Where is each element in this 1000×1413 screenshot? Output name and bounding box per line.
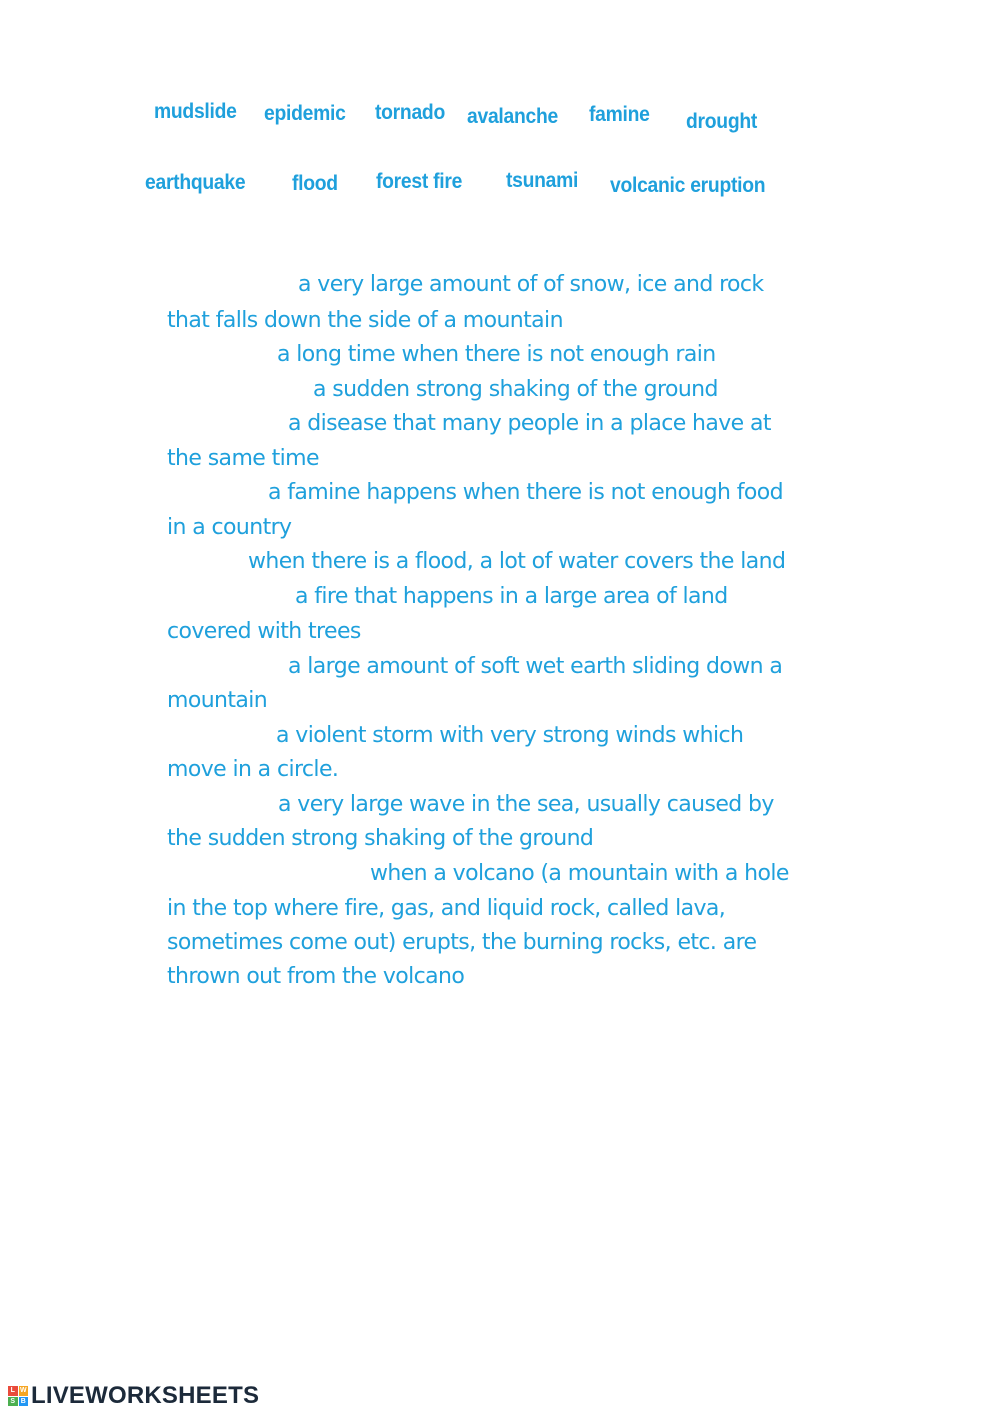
- definition-line: thrown out from the volcano: [167, 964, 465, 989]
- word-mudslide: mudslide: [154, 100, 237, 123]
- word-volcanic-eruption: volcanic eruption: [610, 174, 766, 197]
- word-flood: flood: [292, 172, 338, 195]
- definition-line: a long time when there is not enough rain: [277, 342, 716, 367]
- word-earthquake: earthquake: [145, 171, 246, 194]
- definition-line: in a country: [167, 515, 292, 540]
- word-epidemic: epidemic: [264, 102, 346, 125]
- word-drought: drought: [686, 110, 758, 133]
- word-famine: famine: [589, 103, 650, 126]
- definition-line: the same time: [167, 446, 319, 471]
- definition-line: a large amount of soft wet earth sliding down a: [288, 654, 783, 679]
- logo-letter: W: [19, 1387, 27, 1394]
- brand-name: LIVEWORKSHEETS: [31, 1382, 260, 1409]
- definition-line: a famine happens when there is not enough food: [268, 480, 784, 505]
- definition-line: the sudden strong shaking of the ground: [167, 826, 594, 851]
- definition-line: sometimes come out) erupts, the burning rocks, etc. are: [167, 930, 757, 955]
- logo-letter: L: [8, 1386, 18, 1396]
- logo-letter: S: [8, 1397, 18, 1407]
- word-forest-fire: forest fire: [376, 170, 463, 193]
- word-avalanche: avalanche: [467, 105, 558, 128]
- liveworksheets-logo-icon: [8, 1386, 28, 1406]
- definition-line: a disease that many people in a place have at: [288, 411, 771, 436]
- footer-brand: [8, 1383, 259, 1409]
- definition-line: when there is a flood, a lot of water covers the land: [248, 549, 786, 574]
- word-tsunami: tsunami: [506, 169, 579, 192]
- definition-line: a sudden strong shaking of the ground: [313, 377, 718, 402]
- definition-line: a fire that happens in a large area of land: [295, 584, 728, 609]
- definition-line: mountain: [167, 688, 268, 713]
- definition-line: a violent storm with very strong winds which: [276, 723, 744, 748]
- definition-line: a very large amount of of snow, ice and rock: [298, 272, 764, 297]
- word-tornado: tornado: [375, 101, 445, 124]
- definition-line: when a volcano (a mountain with a hole: [370, 861, 789, 886]
- definition-line: that falls down the side of a mountain: [167, 308, 563, 333]
- definition-line: a very large wave in the sea, usually caused by: [278, 792, 774, 817]
- definition-line: move in a circle.: [167, 757, 339, 782]
- definition-line: in the top where fire, gas, and liquid rock, called lava,: [167, 896, 726, 921]
- definition-line: covered with trees: [167, 619, 361, 644]
- logo-letter: B: [19, 1397, 29, 1407]
